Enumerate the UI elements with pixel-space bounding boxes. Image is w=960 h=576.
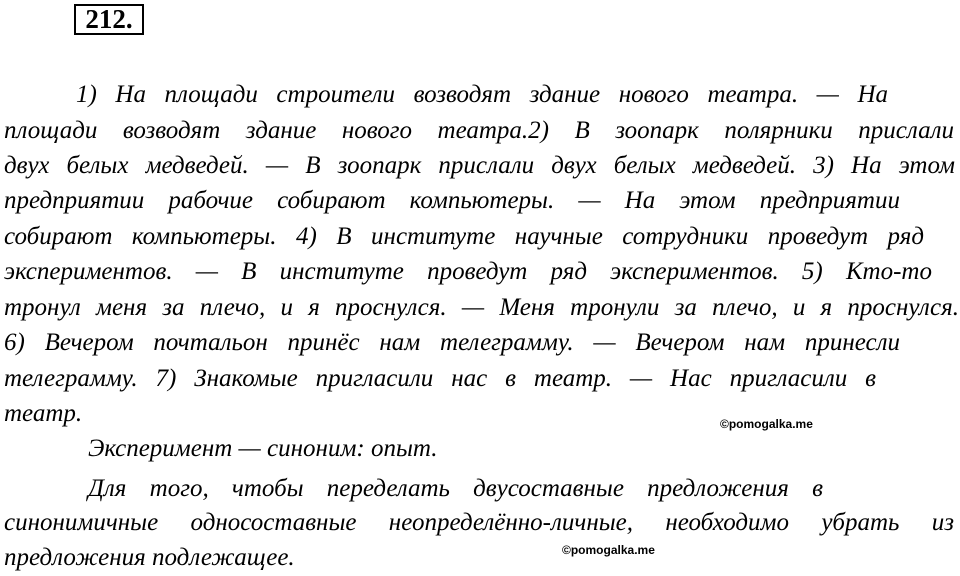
text-line-8: 6) Вечером почтальон принёс нам телеграмму. — Вечером нам принесли xyxy=(4,329,900,356)
text-line-3: двух белых медведей. — В зоопарк прислали двух белых медведей. 3) На этом xyxy=(4,152,955,179)
text-line-11: Эксперимент — синоним: опыт. xyxy=(88,435,438,462)
text-line-9: телеграмму. 7) Знакомые пригласили нас в театр. — Нас пригласили в xyxy=(4,365,876,392)
watermark: ©pomogalka.me xyxy=(720,417,813,431)
task-number: 212. xyxy=(74,4,144,35)
text-line-13: синонимичные односоставные неопределённо-личные, необходимо убрать из xyxy=(4,509,954,536)
text-line-4: предприятии рабочие собирают компьютеры. — На этом предприятии xyxy=(4,187,900,214)
text-line-5: собирают компьютеры. 4) В институте научные сотрудники проведут ряд xyxy=(4,223,924,250)
text-line-10: театр. xyxy=(4,400,83,427)
text-line-14: предложения подлежащее. xyxy=(4,544,295,571)
watermark: ©pomogalka.me xyxy=(562,543,655,557)
text-line-6: экспериментов. — В институте проведут ряд экспериментов. 5) Кто-то xyxy=(4,258,932,285)
text-line-7: тронул меня за плечо, и я проснулся. — Меня тронули за плечо, и я проснулся. xyxy=(4,294,959,321)
text-line-2: площади возводят здание нового театра.2) В зоопарк полярники прислали xyxy=(4,117,954,144)
text-line-1: 1) На площади строители возводят здание нового театра. — На xyxy=(76,81,888,108)
text-line-12: Для того, чтобы переделать двусоставные предложения в xyxy=(88,475,823,502)
